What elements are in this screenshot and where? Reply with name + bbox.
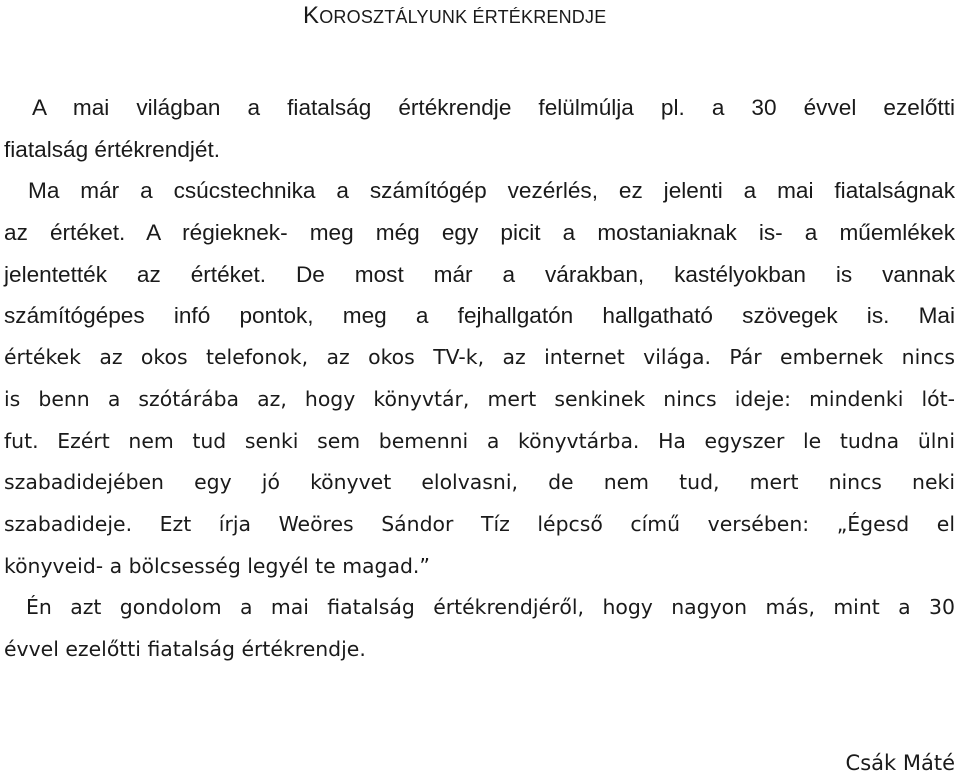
essay-body	[4, 87, 955, 671]
paragraph-line: A mai világban a fiatalság értékrendje felülmúlja pl. a 30 évvel ezelőtti	[32, 95, 955, 120]
paragraph-line	[4, 254, 955, 296]
paragraph-line: Én azt gondolom a mai fiatalság értékrendjéről, hogy nagyon más, mint a 30	[26, 595, 955, 620]
paragraph-line: számítógépes infó pontok, meg a fejhallgatón hallgatható szövegek is. Mai	[4, 303, 955, 329]
paragraph-line: is benn a szótárába az, hogy könyvtár, mert senkinek nincs ideje: mindenki lót-	[4, 386, 955, 411]
paragraph-line: az értéket. A régieknek- meg még egy picit a mostaniaknak is- a műemlékek	[4, 220, 955, 246]
paragraph-line: Ma már a csúcstechnika a számítógép vezérlés, ez jelenti a mai fiatalságnak	[28, 178, 955, 204]
paragraph-line: szabadideje. Ezt írja Weöres Sándor Tíz lépcső című versében: „Égesd el	[4, 511, 955, 536]
line-part: De most már a várakban, kastélyokban is vannak	[266, 261, 955, 287]
title-first-letter: K	[303, 2, 320, 29]
title-rest: OROSZTÁLYUNK ÉRTÉKRENDJE	[319, 7, 607, 27]
paragraph-line: szabadidejében egy jó könyvet elolvasni, de nem tud, mert nincs neki	[4, 470, 955, 495]
paragraph-line: évvel ezelőtti fiatalság értékrendje.	[4, 636, 366, 661]
paragraph-line: fut. Ezért nem tud senki sem bemenni a könyvtárba. Ha egyszer le tudna ülni	[4, 428, 955, 453]
paragraph-line: értékek az okos telefonok, az okos TV-k, az internet világa. Pár embernek nincs	[4, 345, 955, 370]
page-title	[303, 2, 606, 30]
author-signature: Csák Máté	[845, 751, 955, 775]
line-part: jelentették az értéket.	[4, 261, 267, 287]
paragraph-line: könyveid- a bölcsesség legyél te magad.”	[4, 553, 430, 578]
paragraph-line: fiatalság értékrendjét.	[4, 136, 221, 162]
